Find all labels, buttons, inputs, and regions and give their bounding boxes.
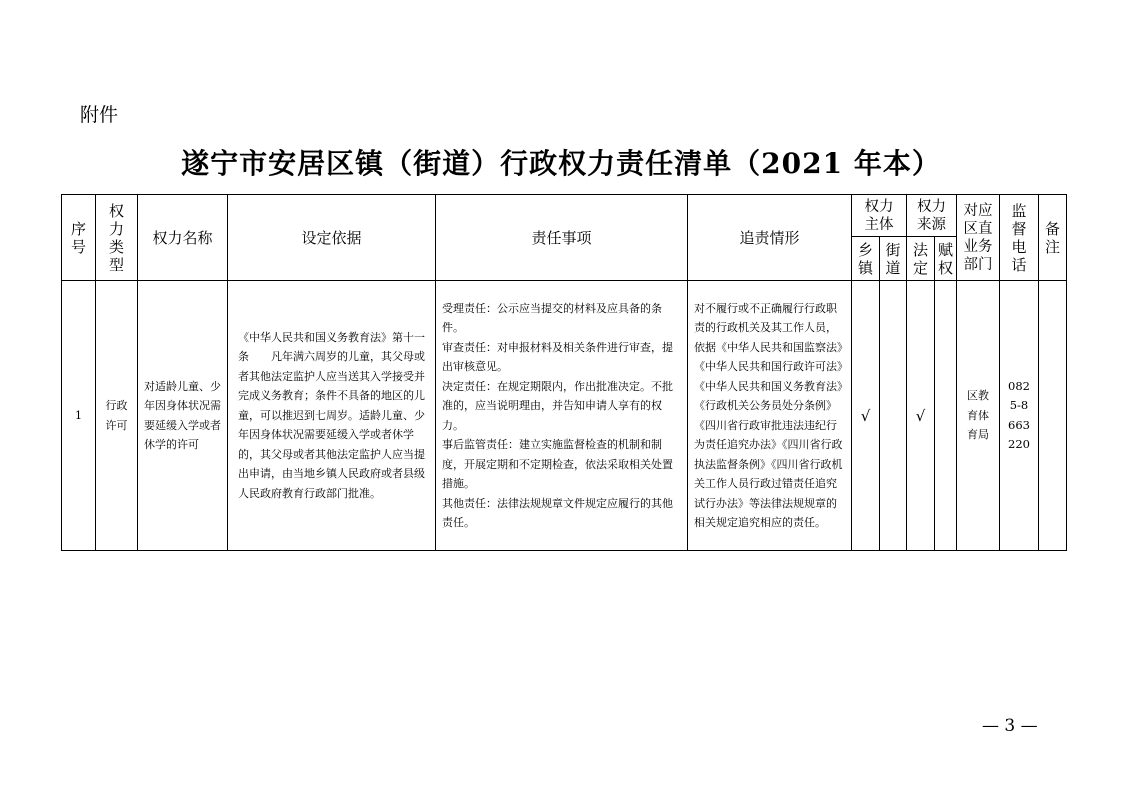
header-basis: 设定依据 — [228, 195, 436, 281]
power-list-table — [61, 194, 1067, 551]
row-duties — [436, 281, 688, 551]
header-source: 权力来源 — [907, 195, 957, 237]
page-number: — 3 — — [982, 716, 1038, 736]
header-power-type: 权力类型 — [96, 195, 138, 281]
row-seq: 1 — [62, 281, 96, 551]
row-phone: 0825-8663220 — [1000, 281, 1039, 551]
row-accountability: 对不履行或不正确履行行政职责的行政机关及其工作人员，依据《中华人民共和国监察法》《中华人民共和国行政许可法》《中华人民共和国义务教育法》《行政机关公务员处分条例》《四川省行政审批违法违纪行为责任追究办法》《四川省行政执法监督条例》《四川省行政机关工作人员行政过错责任追究试行办法》等法律法规规章的相关规定追究相应的责任。 — [688, 281, 852, 551]
table-row — [62, 281, 1067, 551]
row-remark — [1039, 281, 1067, 551]
header-seq: 序号 — [62, 195, 96, 281]
duty-item: 事后监管责任：建立实施监督检查的机制和制度，开展定期和不定期检查，依法采取相关处置措施。 — [442, 438, 673, 490]
duty-item: 审查责任：对申报材料及相关条件进行审查，提出审核意见。 — [442, 340, 673, 373]
header-accountability: 追责情形 — [688, 195, 852, 281]
header-remark: 备注 — [1039, 195, 1067, 281]
header-source-granted: 赋权 — [935, 237, 957, 281]
page-title: 遂宁市安居区镇（街道）行政权力责任清单（2021 年本） — [181, 147, 941, 180]
header-row-1 — [62, 195, 1067, 237]
attachment-label: 附件 — [80, 104, 119, 126]
duty-item: 决定责任：在规定期限内，作出批准决定。不批准的，应当说明理由，并告知申请人享有的权力。 — [442, 379, 673, 432]
row-power-name: 对适龄儿童、少年因身体状况需要延缓入学或者休学的许可 — [138, 281, 228, 551]
row-dept: 区教育体育局 — [957, 281, 1000, 551]
header-source-legal: 法定 — [907, 237, 935, 281]
header-subject-town: 乡镇 — [852, 237, 880, 281]
header-subject: 权力主体 — [852, 195, 907, 237]
header-power-name: 权力名称 — [138, 195, 228, 281]
header-dept: 对应区直业务部门 — [957, 195, 1000, 281]
row-source-granted-check — [935, 281, 957, 551]
header-duties: 责任事项 — [436, 195, 688, 281]
duty-item: 受理责任：公示应当提交的材料及应具备的条件。 — [442, 301, 662, 334]
row-source-legal-check: √ — [907, 281, 935, 551]
header-subject-street: 街道 — [880, 237, 907, 281]
duty-item: 其他责任：法律法规规章文件规定应履行的其他责任。 — [442, 496, 673, 529]
row-power-type: 行政许可 — [96, 281, 138, 551]
header-phone: 监督电话 — [1000, 195, 1039, 281]
row-subject-street-check — [880, 281, 907, 551]
row-basis: 《中华人民共和国义务教育法》第十一条 凡年满六周岁的儿童，其父母或者其他法定监护人应当送其入学接受并完成义务教育；条件不具备的地区的儿童，可以推迟到七周岁。适龄儿童、少年因身体状况需要延缓入学或者休学的，其父母或者其他法定监护人应当提出申请，由当地乡镇人民政府或者县级人民政府教育行政部门批准。 — [228, 281, 436, 551]
row-subject-town-check: √ — [852, 281, 880, 551]
